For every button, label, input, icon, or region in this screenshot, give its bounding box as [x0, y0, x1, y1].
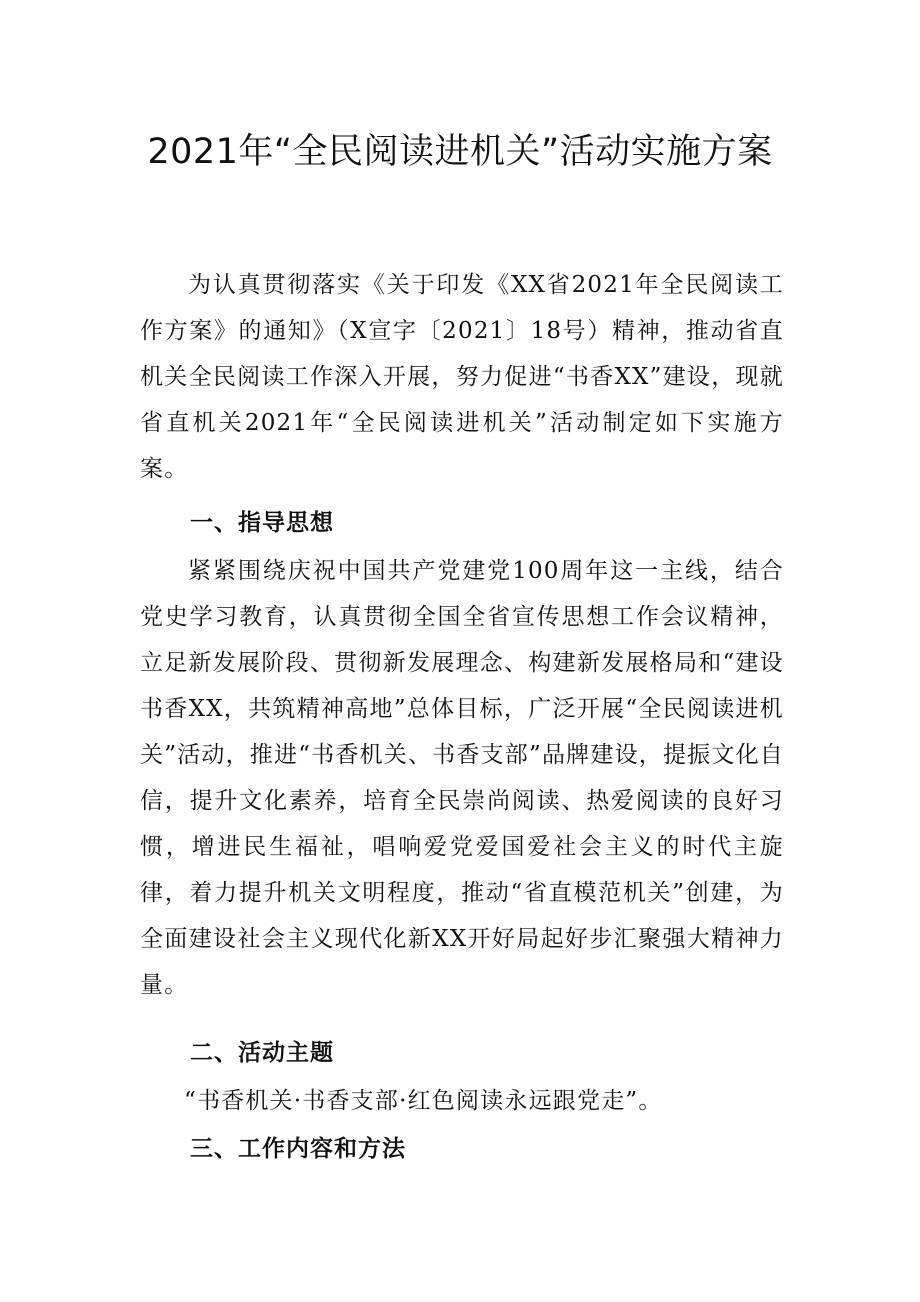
intro-paragraph: 为认真贯彻落实《关于印发《XX省2021年全民阅读工作方案》的通知》（X宣字〔2021〕18号）精神，推动省直机关全民阅读工作深入开展，努力促进“书香XX”建设，现就省直机关2021年“全民阅读进机关”活动制定如下实施方案。	[140, 272, 784, 482]
section-body-block	[140, 548, 784, 1008]
activity-theme-block	[140, 1078, 784, 1124]
section-heading-activity-theme: 二、活动主题	[190, 1040, 334, 1066]
section-heading-work-content: 三、工作内容和方法	[190, 1136, 406, 1162]
guiding-ideology-paragraph: 紧紧围绕庆祝中国共产党建党100周年这一主线，结合党史学习教育，认真贯彻全国全省宣传思想工作会议精神，立足新发展阶段、贯彻新发展理念、构建新发展格局和“建设书香XX，共筑精神高地”总体目标，广泛开展“全民阅读进机关”活动，推进“书香机关、书香支部”品牌建设，提振文化自信，提升文化素养，培育全民崇尚阅读、热爱阅读的良好习惯，增进民生福祉，唱响爱党爱国爱社会主义的时代主旋律，着力提升机关文明程度，推动“省直模范机关”创建，为全面建设社会主义现代化新XX开好局起好步汇聚强大精神力量。	[140, 558, 784, 998]
section-heading-guiding-ideology: 一、指导思想	[190, 510, 334, 536]
document-title: 2021年“全民阅读进机关”活动实施方案	[147, 132, 773, 172]
intro-paragraph-block	[140, 262, 784, 492]
activity-theme-text: “书香机关·书香支部·红色阅读永远跟党走”。	[184, 1088, 663, 1114]
